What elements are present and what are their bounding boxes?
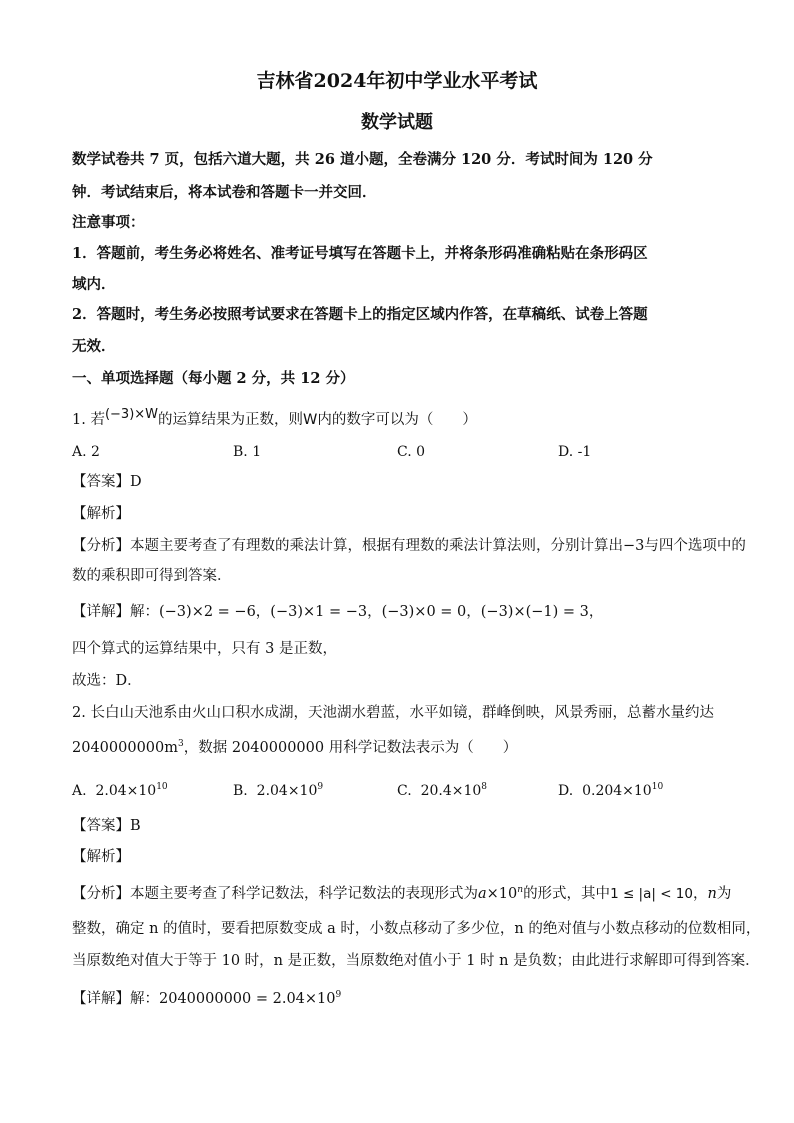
q2-stem-rest: ，数据 2040000000 用科学记数法表示为（ ） — [183, 740, 518, 756]
q1-suffix: 内的数字可以为（ ） — [317, 412, 477, 428]
q1-detail-line-1 — [72, 602, 603, 622]
q1-analysis-line-1: 【分析】本题主要考查了有理数的乘法计算，根据有理数的乘法计算法则，分别计算出−3与四个选项中的 — [72, 538, 746, 554]
q2-inequality: 1 ≤ |a| < 10 — [610, 886, 693, 902]
intro-line-1: 数学试卷共 7 页，包括六道大题，共 26 道小题，全卷满分 120 分．考试时间为 120 分 — [72, 151, 653, 168]
q1-expression: (−3)×W — [104, 407, 159, 422]
q1-detail-expression: (−3)×2 = −6，(−3)×1 = −3，(−3)×0 = 0，(−3)×(−1) = 3， — [159, 604, 604, 620]
q2-number-exponent: 3 — [178, 739, 184, 749]
notice-heading: 注意事项： — [72, 214, 145, 231]
q2-analysis-line-1: 【分析】本题主要考查了科学记数法，科学记数法的表现形式为$a\times 10^n$的形式，其中1 ≤ |a| < 10，n为 — [72, 885, 732, 902]
q1-prefix: 1. 若 — [72, 412, 105, 428]
q2-analysis-label: 【解析】 — [72, 849, 130, 865]
q2-analysis-line-3: 当原数绝对值大于等于 10 时，n 是正数，当原数绝对值小于 1 时 n 是负数；由此进行求解即可得到答案． — [72, 953, 760, 969]
q1-detail-label: 【详解】解： — [72, 604, 159, 620]
q1-analysis-label: 【解析】 — [72, 506, 130, 522]
q2-number: 2040000000m — [72, 740, 179, 756]
intro-line-2: 钟．考试结束后，将本试卷和答题卡一并交回． — [72, 184, 377, 201]
notice-item-1-line-2: 域内． — [72, 276, 116, 293]
q2-option-a: A. $2.04\times 10^{10}$ — [72, 782, 168, 799]
q2-detail-expression: 2040000000 = 2.04×10 — [159, 991, 336, 1007]
section-1-heading: 一、单项选择题（每小题 2 分，共 12 分） — [72, 370, 355, 387]
notice-item-1-line-1: 1．答题前，考生务必将姓名、准考证号填写在答题卡上，并将条形码准确粘贴在条形码区 — [72, 245, 648, 262]
notice-item-2-line-2: 无效． — [72, 338, 116, 355]
q1-option-c: C. 0 — [397, 444, 426, 460]
question-2-stem-line-2 — [72, 738, 517, 758]
q1-detail-line-2: 四个算式的运算结果中，只有 3 是正数， — [72, 641, 337, 657]
notice-item-2-line-1: 2．答题时，考生务必按照考试要求在答题卡上的指定区域内作答，在草稿纸、试卷上答题 — [72, 306, 648, 323]
question-1-stem — [72, 407, 477, 431]
q1-mid: 的运算结果为正数，则 — [158, 412, 304, 428]
q1-answer: 【答案】D — [72, 474, 142, 490]
question-2-stem-line-1: 2. 长白山天池系由火山口积水成湖，天池湖水碧蓝，水平如镜，群峰倒映，风景秀丽，总蓄水量约达 — [72, 705, 714, 721]
page-title: 吉林省2024年初中学业水平考试 — [256, 70, 538, 92]
q1-option-b: B. 1 — [233, 444, 262, 460]
q2-analysis-line-2: 整数，确定 n 的值时，要看把原数变成 a 时，小数点移动了多少位，n 的绝对值与小数点移动的位数相同， — [72, 921, 761, 937]
q1-detail-line-3: 故选：D． — [72, 673, 142, 689]
q2-option-d: D. $0.204\times 10^{10}$ — [558, 782, 664, 799]
q2-option-c: C. $20.4\times 10^8$ — [397, 782, 488, 799]
page-subtitle: 数学试题 — [361, 112, 433, 133]
q2-answer: 【答案】B — [72, 818, 141, 834]
q1-w: W — [303, 412, 318, 428]
q2-option-b: B. $2.04\times 10^9$ — [233, 782, 324, 799]
q2-detail-line: 【详解】解：$2040000000 = 2.04\times 10^9$ — [72, 990, 342, 1007]
q1-option-d: D. -1 — [558, 444, 592, 460]
q1-option-a: A. 2 — [72, 444, 100, 460]
q1-analysis-line-2: 数的乘积即可得到答案． — [72, 568, 232, 584]
